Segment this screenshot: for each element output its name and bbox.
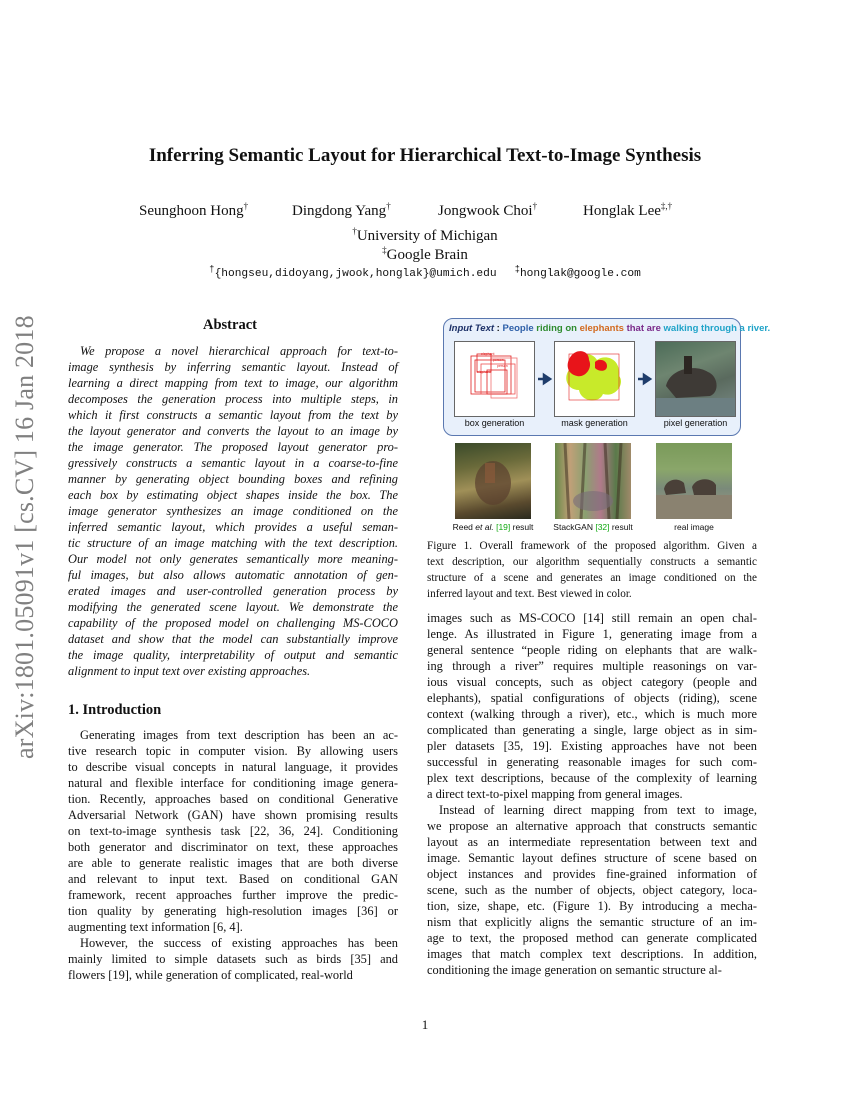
text-line: layout as an intermediate representation between text and bbox=[427, 835, 757, 849]
text-line: we propose an alternative approach that constructs semantic bbox=[427, 819, 757, 833]
author: Seunghoon Hong† bbox=[139, 201, 249, 219]
affiliation: †University of Michigan bbox=[352, 226, 498, 244]
text-line: capability of the proposed model on challenging MS-COCO bbox=[68, 616, 398, 630]
text-line: inferred semantic layout, which provides a useful seman- bbox=[68, 520, 398, 534]
text-line: object instances and provides fine-grained information of bbox=[427, 867, 757, 881]
text-line: complicated than generating a single, large object as in sim- bbox=[427, 723, 757, 737]
text-line: structure of a scene and generates an image conditioned on the bbox=[427, 572, 757, 584]
page-number: 1 bbox=[421, 1017, 429, 1032]
text-line: tic structure of an image matching with the text description. bbox=[68, 536, 398, 550]
text-line: flowers [19], while generation of complicated, real-world bbox=[68, 968, 353, 982]
text-line: However, the success of existing approaches has been bbox=[80, 936, 398, 950]
arrow-right-icon bbox=[636, 372, 654, 386]
text-line: inferred layout and text. Best viewed in color. bbox=[427, 588, 632, 600]
author: Jongwook Choi† bbox=[438, 201, 538, 219]
bbox-label: elephant bbox=[481, 352, 495, 356]
text-line: general sentence “people riding on elephants that are walk- bbox=[427, 643, 757, 657]
text-line: ious visual concepts, such as object category (people and bbox=[427, 675, 757, 689]
text-line: pler datasets [35, 19]. Existing approaches have not been bbox=[427, 739, 757, 753]
text-line: alignment to input text over existing approaches. bbox=[68, 664, 311, 678]
text-line: augmenting text information [6, 4]. bbox=[68, 920, 243, 934]
text-line: ing through a river” requires multiple reasonings on var- bbox=[427, 659, 757, 673]
text-line: image. Semantic layout defines structure of scene based on bbox=[427, 851, 757, 865]
email: †{hongseu,didoyang,jwook,honglak}@umich.edu bbox=[209, 264, 497, 280]
reed-result-image bbox=[455, 443, 531, 519]
person-mask bbox=[568, 351, 590, 376]
text-line: plex text descriptions, because of the complexity of learning bbox=[427, 771, 757, 785]
stage-label: mask generation bbox=[561, 418, 628, 428]
bbox-label: elephant bbox=[477, 370, 491, 374]
paper-title: Inferring Semantic Layout for Hierarchical Text-to-Image Synthesis bbox=[148, 145, 702, 166]
text-line: learning a direct mapping from text to image, our algorithm bbox=[68, 376, 398, 390]
pixel-generation-panel bbox=[655, 341, 736, 417]
text-line: the image generator. The proposed layout generator pro- bbox=[68, 440, 398, 454]
text-line: successful in generating reasonable images for such com- bbox=[427, 755, 757, 769]
text-line: each box by estimating object shapes inside the box. The bbox=[68, 488, 398, 502]
text-line: image generator synthesizes an image conditioned on the bbox=[68, 504, 398, 518]
text-line: Our model not only generates semantically more meaning- bbox=[68, 552, 398, 566]
text-line: Instead of learning direct mapping from text to image, bbox=[439, 803, 757, 817]
stage-label: box generation bbox=[464, 418, 525, 428]
generated-image bbox=[656, 342, 735, 416]
text-line: Figure 1. Overall framework of the proposed algorithm. Given a bbox=[427, 540, 757, 552]
text-line: We propose a novel hierarchical approach for text-to- bbox=[80, 344, 398, 358]
text-line: images such as MS-COCO [14] still remain an open chal- bbox=[427, 611, 757, 625]
input-word: riding on bbox=[533, 323, 580, 334]
stackgan-result-label: StackGAN [32] result bbox=[553, 522, 633, 532]
text-line: and relevant to input text. Based on conditional GAN bbox=[68, 872, 398, 886]
text-line: the image quality, interpretability of output and semantic bbox=[68, 648, 398, 662]
stage-label: pixel generation bbox=[663, 418, 728, 428]
text-line: which it first constructs a semantic layout from the text by bbox=[68, 408, 398, 422]
text-line: are able to generate realistic images that are both diverse bbox=[68, 856, 398, 870]
input-word: elephants bbox=[579, 323, 624, 334]
text-line: tion quality by generating high-resolution images [36] or bbox=[68, 904, 398, 918]
mask-generation-panel bbox=[554, 341, 635, 417]
author: Honglak Lee‡,† bbox=[583, 201, 673, 219]
bbox-label: person bbox=[493, 358, 504, 362]
text-line: manner by generating object bounding boxes and refining bbox=[68, 472, 398, 486]
text-line: conditioning the image generation on semantic structure al- bbox=[427, 963, 722, 977]
bbox bbox=[481, 364, 515, 394]
text-line: a direct text-to-pixel mapping from general images. bbox=[427, 787, 683, 801]
arrow-right-icon bbox=[536, 372, 554, 386]
box-generation-panel bbox=[454, 341, 535, 417]
arxiv-stamp: arXiv:1801.05091v1 [cs.CV] 16 Jan 2018 bbox=[10, 315, 39, 759]
text-line: tive research topic in computer vision. By allowing users bbox=[68, 744, 398, 758]
text-line: to describe visual concepts in natural language, it provides bbox=[68, 760, 398, 774]
text-line: dataset and show that the model can substantially improve bbox=[68, 632, 398, 646]
text-line: ful images, but also allows automatic annotation of gen- bbox=[68, 568, 398, 582]
text-line: age to text, the proposed method can generate complicated bbox=[427, 931, 757, 945]
text-line: lenge. As illustrated in Figure 1, generating image from a bbox=[427, 627, 757, 641]
author-emails bbox=[60, 264, 790, 280]
real-image-label: real image bbox=[674, 522, 714, 532]
text-line: mainly limited to simple datasets such as birds [35] and bbox=[68, 952, 398, 966]
text-line: modifying the generated scene layout. We demonstrate the bbox=[68, 600, 398, 614]
text-line: framework, recent approaches further improve the predic- bbox=[68, 888, 398, 902]
abstract-heading: Abstract bbox=[203, 317, 257, 333]
rider-shape bbox=[684, 356, 692, 374]
bounding-boxes-graphic bbox=[455, 342, 534, 416]
text-line: context (walking through a river), etc., which is much more bbox=[427, 707, 757, 721]
text-line: on text-to-image synthesis task [22, 36, 24]. Conditioning bbox=[68, 824, 398, 838]
text-line: elephants), spatial configurations of objects (riding), scene bbox=[427, 691, 757, 705]
text-line: image synthesis by inferring semantic layout. Instead of bbox=[68, 360, 398, 374]
river-shape bbox=[656, 398, 735, 416]
text-line: text description, our algorithm sequentially constructs a semantic bbox=[427, 556, 757, 568]
text-line: decomposes the generation process into multiple steps, in bbox=[68, 392, 398, 406]
text-line: nism that explicitly aligns the semantic structure of an im- bbox=[427, 915, 757, 929]
masks-graphic bbox=[555, 342, 634, 416]
text-line: gressively constructs a semantic layout in a coarse-to-fine bbox=[68, 456, 398, 470]
author: Dingdong Yang† bbox=[292, 201, 391, 219]
real-image bbox=[656, 443, 732, 519]
text-line: both generator and discriminator on text, these approaches bbox=[68, 840, 398, 854]
figure-input-text: Input Text : People riding on elephants that are walking through a river. bbox=[449, 323, 771, 334]
text-line: erated images and user-controlled generation process by bbox=[68, 584, 398, 598]
text-line: images that match complex text descriptions. In addition, bbox=[427, 947, 757, 961]
input-word: . bbox=[767, 323, 771, 334]
text-line: the layout generator and converts the layout to an image by bbox=[68, 424, 398, 438]
affiliation: ‡Google Brain bbox=[382, 245, 468, 263]
text-line: Generating images from text description has been an ac- bbox=[80, 728, 398, 742]
introduction-heading: 1. Introduction bbox=[68, 702, 162, 718]
text-line: tion. Recently, approaches based on conditional Generative bbox=[68, 792, 398, 806]
input-word: that are bbox=[623, 323, 664, 334]
stackgan-result-image bbox=[555, 443, 631, 519]
text-line: natural and flexible interface for conditioning image genera- bbox=[68, 776, 398, 790]
text-line: tion, size, shape, etc. (Figure 1). By introducing a mecha- bbox=[427, 899, 757, 913]
input-word: People bbox=[502, 323, 534, 334]
input-word: walking through a river bbox=[663, 323, 768, 334]
bbox-label: person bbox=[497, 364, 508, 368]
reed-result-label: Reed et al. [19] result bbox=[452, 522, 534, 532]
email: ‡honglak@google.com bbox=[514, 264, 641, 280]
text-line: Adversarial Network (GAN) have shown promising results bbox=[68, 808, 398, 822]
text-line: scene, such as the number of objects, object category, loca- bbox=[427, 883, 757, 897]
